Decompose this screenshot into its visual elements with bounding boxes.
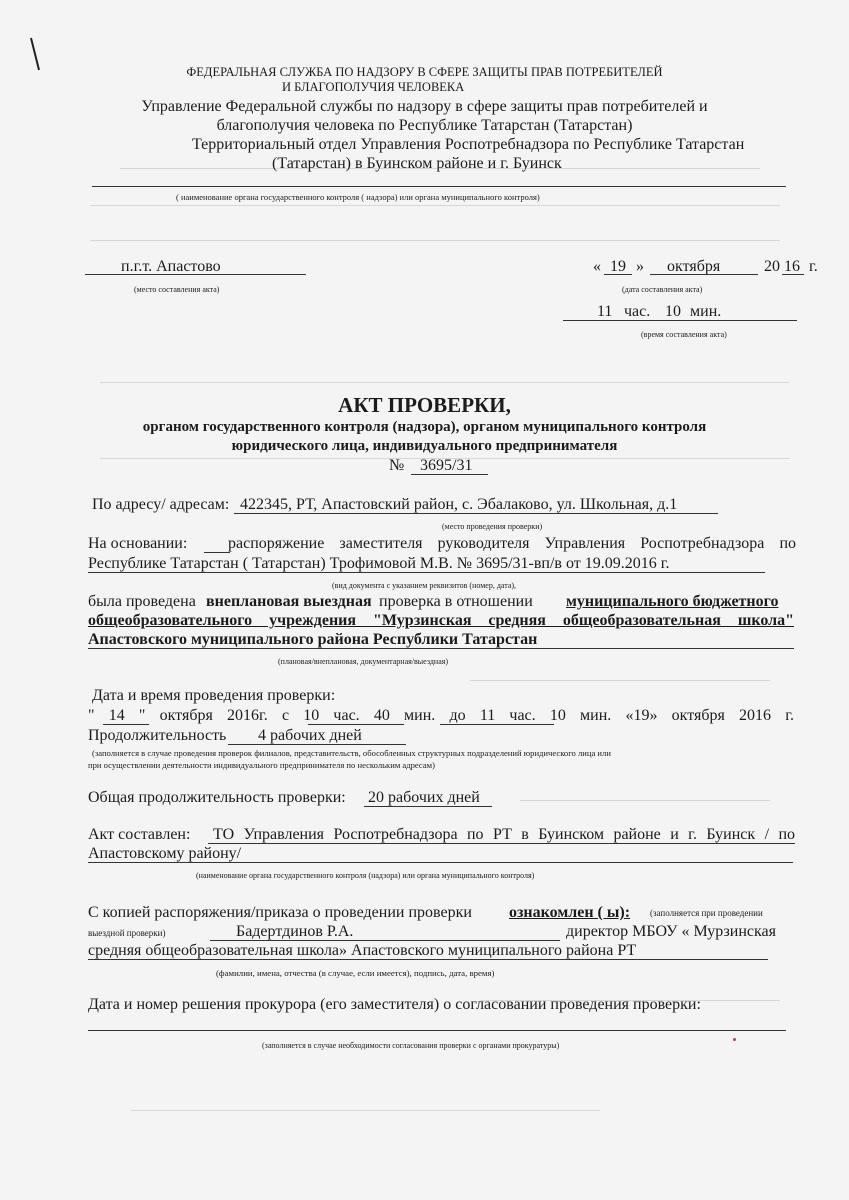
composed-line-1: ТО Управления Роспотребнадзора по РТ в Буинском районе и г. Буинск / по bbox=[213, 826, 795, 843]
datetime-label: Дата и время проведения проверки: bbox=[92, 687, 336, 704]
date-year-prefix: 20 bbox=[764, 258, 780, 275]
bleed-line bbox=[90, 205, 780, 206]
time-minutes: 10 bbox=[665, 303, 681, 320]
acquainted-line-2: средняя общеобразовательная школа» Апастовского муниципального района РТ bbox=[88, 942, 637, 959]
duration-value: 4 рабочих дней bbox=[258, 727, 362, 744]
datetime-caption-2: при осуществлении деятельности индивидуального предпринимателя по нескольким адресам) bbox=[88, 760, 435, 770]
header-caption: ( наименование органа государственного контроля ( надзора) или органа муниципального контроля) bbox=[176, 192, 540, 202]
agency-name-caps-1: ФЕДЕРАЛЬНАЯ СЛУЖБА ПО НАДЗОРУ В СФЕРЕ ЗАЩИТЫ ПРАВ ПОТРЕБИТЕЛЕЙ bbox=[186, 65, 663, 79]
inspection-underline bbox=[88, 648, 794, 649]
datetime-underline-start bbox=[308, 724, 404, 725]
acquainted-role: директор МБОУ « Мурзинская bbox=[566, 923, 776, 940]
date-year-suffix: 16 bbox=[784, 258, 800, 275]
act-number-value: 3695/31 bbox=[420, 457, 473, 474]
date-month: октября bbox=[667, 258, 721, 275]
act-number-underline bbox=[411, 474, 488, 475]
document-subtitle-1: органом государственного контроля (надзора), органом муниципального контроля bbox=[142, 419, 707, 435]
acquainted-note-2: выездной проверки) bbox=[88, 928, 166, 938]
inspection-lead: была проведена bbox=[88, 593, 196, 610]
composed-underline-1 bbox=[208, 843, 795, 844]
inspection-subject-1: муниципального бюджетного bbox=[566, 593, 779, 610]
acquainted-person: Бадертдинов Р.А. bbox=[236, 923, 354, 940]
basis-line-2: Республике Татарстан ( Татарстан) Трофимовой М.В. № 3695/31-вп/в от 19.09.2016 г. bbox=[88, 555, 670, 572]
bleed-line bbox=[100, 382, 790, 383]
department-name-2: (Татарстан) в Буинском районе и г. Буинск bbox=[272, 155, 562, 172]
month-underline bbox=[650, 274, 758, 275]
time-caption: (время составления акта) bbox=[641, 330, 727, 339]
directorate-name-1: Управление Федеральной службы по надзору в сфере защиты прав потребителей и bbox=[141, 98, 708, 115]
acquainted-status: ознакомлен ( ы): bbox=[509, 904, 631, 921]
datetime-underline-day bbox=[103, 724, 149, 725]
document-title: АКТ ПРОВЕРКИ, bbox=[338, 393, 511, 417]
ink-dot bbox=[733, 1038, 736, 1041]
composed-line-2: Апастовскому району/ bbox=[88, 845, 242, 862]
basis-underline bbox=[88, 572, 765, 573]
document-subtitle-2: юридического лица, индивидуального предпринимателя bbox=[231, 438, 618, 454]
basis-line-1: распоряжение заместителя руководителя Управления Роспотребнадзора по bbox=[228, 535, 796, 552]
basis-caption: (вид документа с указанием реквизитов (номер, дата), bbox=[332, 581, 517, 590]
header-underline bbox=[92, 186, 786, 187]
inspection-kind: внеплановая выездная bbox=[206, 593, 372, 610]
date-close-quote: » bbox=[636, 258, 644, 275]
date-day: 19 bbox=[610, 258, 626, 275]
place-value: п.г.т. Апастово bbox=[121, 258, 221, 275]
time-minutes-unit: мин. bbox=[690, 303, 722, 320]
total-duration-underline bbox=[364, 806, 492, 807]
inspection-subject-3: Апастовского муниципального района Республики Татарстан bbox=[88, 631, 538, 648]
address-caption: (место проведения проверки) bbox=[442, 522, 543, 531]
directorate-name-2: благополучия человека по Республике Татарстан (Татарстан) bbox=[216, 117, 633, 134]
acquainted-person-underline bbox=[210, 940, 560, 941]
bleed-line bbox=[470, 680, 770, 681]
duration-label: Продолжительность bbox=[88, 727, 227, 744]
bleed-line bbox=[90, 240, 780, 241]
address-label: По адресу/ адресам: bbox=[92, 496, 230, 513]
place-caption: (место составления акта) bbox=[134, 285, 220, 294]
acquainted-underline-2 bbox=[88, 959, 768, 960]
basis-underline-lead bbox=[204, 552, 230, 553]
acquainted-note-1: (заполняется при проведении bbox=[650, 908, 763, 918]
duration-underline bbox=[228, 744, 406, 745]
inspection-caption: (плановая/внеплановая, документарная/выездная) bbox=[278, 657, 449, 666]
basis-label: На основании: bbox=[88, 535, 188, 552]
bleed-line bbox=[520, 800, 770, 801]
datetime-underline-end bbox=[440, 724, 554, 725]
total-duration-label: Общая продолжительность проверки: bbox=[88, 789, 346, 806]
acquainted-caption: (фамилии, имена, отчества (в случае, если имеется), подпись, дата, время) bbox=[216, 968, 495, 978]
department-name-1: Территориальный отдел Управления Роспотребнадзора по Республике Татарстан bbox=[192, 136, 745, 153]
place-underline bbox=[85, 274, 306, 275]
composed-underline-2 bbox=[88, 862, 793, 863]
composed-caption: (наименование органа государственного контроля (надзора) или органа муниципального контроля) bbox=[196, 871, 535, 880]
address-underline bbox=[234, 513, 718, 514]
time-underline bbox=[563, 320, 797, 321]
total-duration-value: 20 рабочих дней bbox=[368, 789, 480, 806]
date-caption: (дата составления акта) bbox=[622, 285, 703, 294]
bleed-line bbox=[130, 1110, 600, 1111]
datetime-caption-1: (заполняется в случае проведения проверок филиалов, представительств, обособленных структурных подразделений юридического лица или bbox=[92, 748, 611, 758]
datetime-line: " 14 " октября 2016г. с 10 час. 40 мин. до 11 час. 10 мин. «19» октября 2016 г. bbox=[88, 707, 794, 724]
year-underline bbox=[782, 274, 804, 275]
time-hours: 11 bbox=[597, 303, 613, 320]
date-open-quote: « bbox=[593, 258, 601, 275]
day-underline bbox=[604, 274, 632, 275]
inspection-middle: проверка в отношении bbox=[379, 593, 533, 610]
prosecutor-underline bbox=[88, 1030, 786, 1031]
prosecutor-label: Дата и номер решения прокурора (его заместителя) о согласовании проведения проверки: bbox=[88, 996, 701, 1013]
date-year-unit: г. bbox=[809, 258, 818, 275]
inspection-subject-2: общеобразовательного учреждения "Мурзинская средняя общеобразовательная школа" bbox=[88, 612, 794, 629]
time-hours-unit: час. bbox=[624, 303, 651, 320]
prosecutor-caption: (заполняется в случае необходимости согласования проверки с органами прокуратуры) bbox=[262, 1041, 560, 1050]
composed-label: Акт составлен: bbox=[88, 826, 191, 843]
act-number-label: № bbox=[389, 457, 405, 474]
acquainted-lead: С копией распоряжения/приказа о проведении проверки bbox=[88, 904, 472, 921]
agency-name-caps-2: И БЛАГОПОЛУЧИЯ ЧЕЛОВЕКА bbox=[282, 80, 465, 94]
address-value: 422345, РТ, Апастовский район, с. Эбалаково, ул. Школьная, д.1 bbox=[240, 496, 678, 513]
